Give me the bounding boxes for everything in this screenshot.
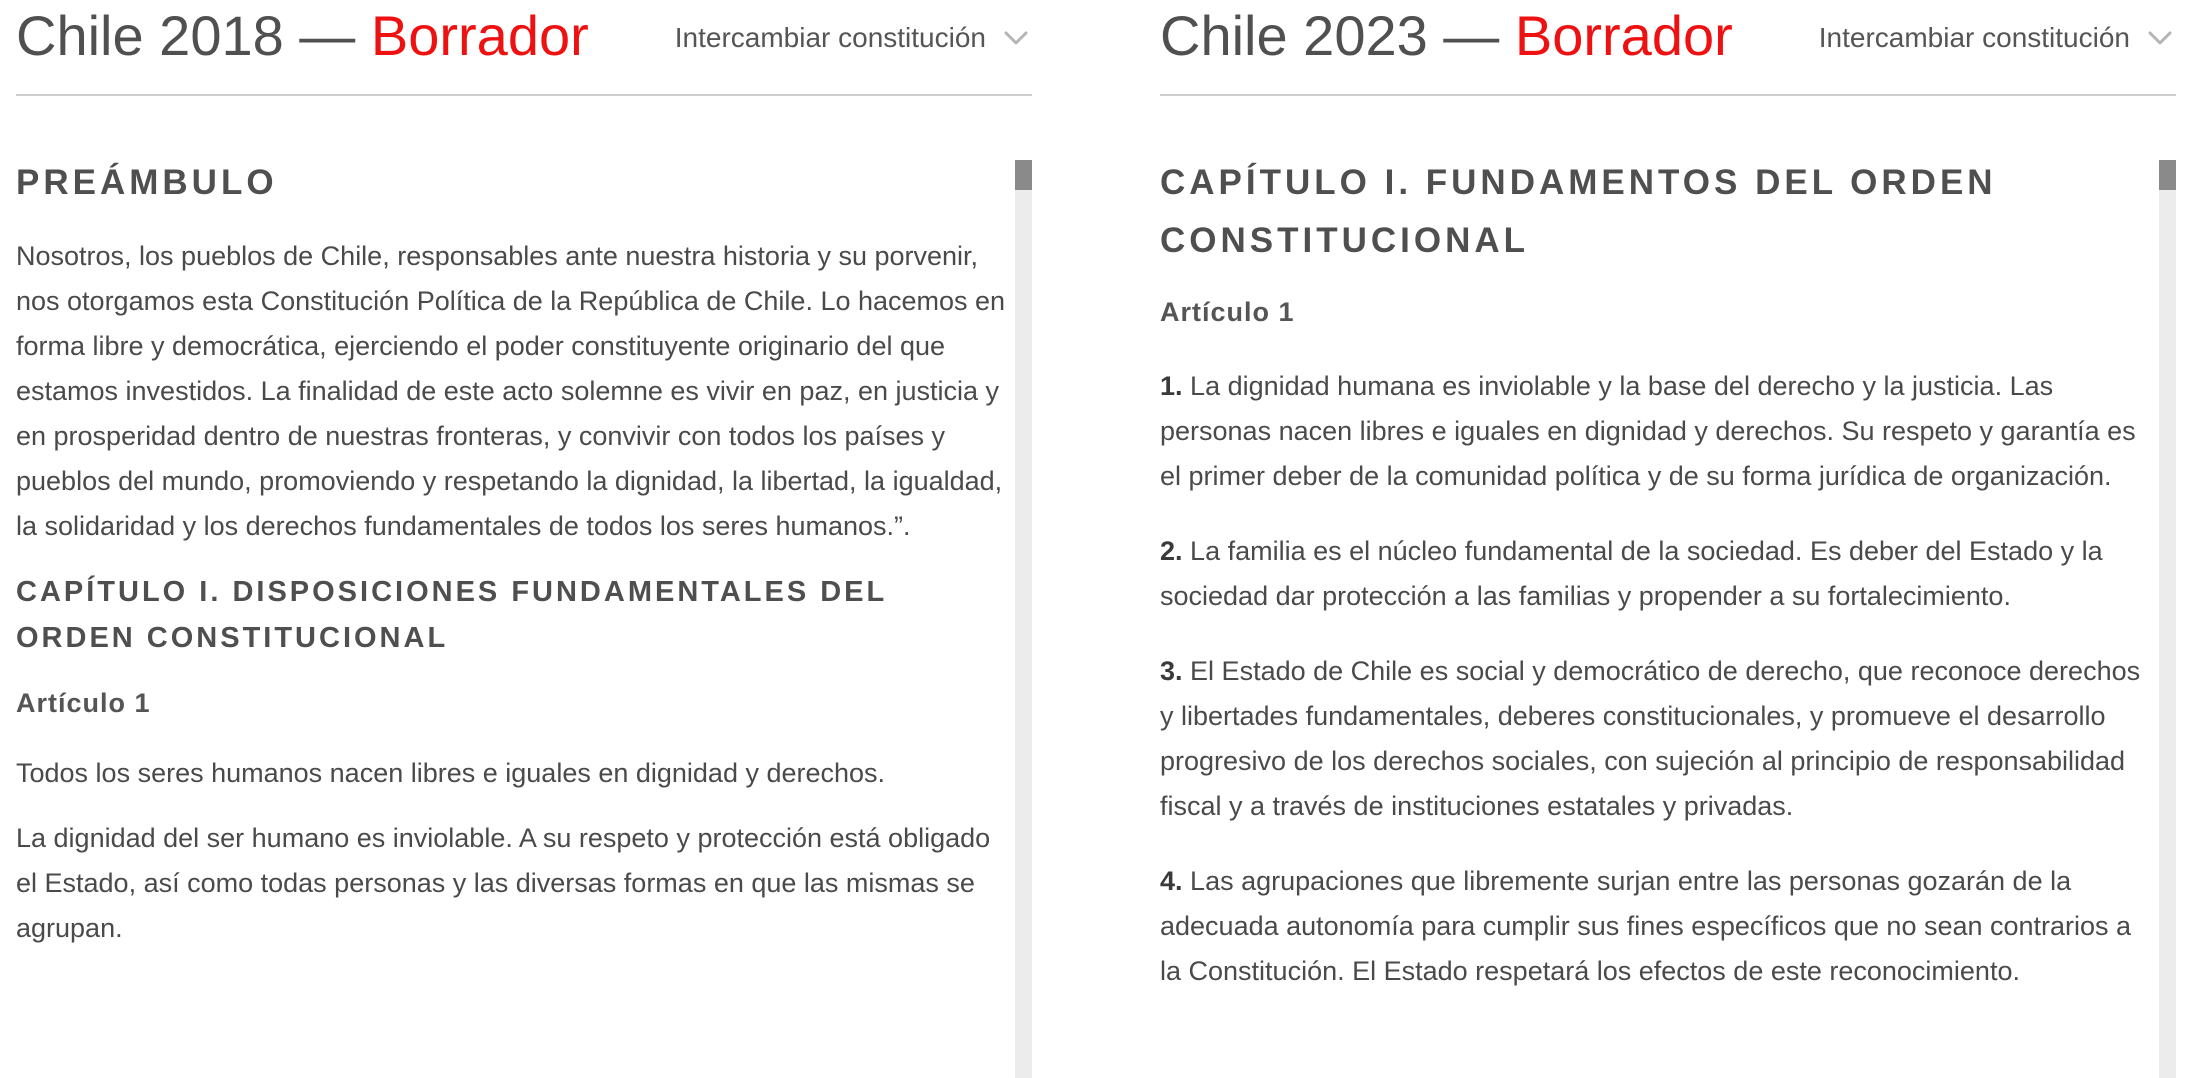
swap-constitution-dropdown[interactable] — [675, 18, 1032, 58]
document-content — [1160, 160, 2150, 994]
scrollbar-track[interactable] — [1015, 160, 1032, 1078]
paragraph-number: 2. — [1160, 536, 1183, 566]
paragraph-number: 1. — [1160, 371, 1183, 401]
paragraph-text: Las agrupaciones que libremente surjan entre las personas gozarán de la adecuada autonomía para cumplir sus fines específicos que no sean contrarios a la Constitución. El Estado respetará los efectos de este reconocimiento. — [1160, 866, 2132, 986]
document-scroll-area[interactable] — [1160, 160, 2176, 1078]
title-country-year: Chile 2018 — — [16, 4, 371, 67]
preamble-text: Nosotros, los pueblos de Chile, responsables ante nuestra historia y su porvenir, nos otorgamos esta Constitución Política de la República de Chile. Lo hacemos en forma libre y democrática, ejerciendo el poder constituyente originario del que estamos investidos. La finalidad de este acto solemne es vivir en paz, en justicia y en prosperidad dentro de nuestras fronteras, y convivir con todos los países y pueblos del mundo, promoviendo y respetando la dignidad, la libertad, la igualdad, la solidaridad y los derechos fundamentales de todos los seres humanos.”. — [16, 241, 1006, 541]
article-heading: Artículo 1 — [16, 688, 151, 718]
chevron-down-icon — [2144, 22, 2176, 54]
panel-header — [16, 0, 1032, 96]
chapter-heading: CAPÍTULO I. DISPOSICIONES FUNDAMENTALES DEL ORDEN CONSTITUCIONAL — [16, 576, 887, 654]
document-content — [16, 160, 1006, 951]
document-scroll-area[interactable] — [16, 160, 1032, 1078]
swap-constitution-label: Intercambiar constitución — [1818, 22, 2130, 53]
numbered-paragraph — [1160, 649, 2150, 829]
swap-constitution-label: Intercambiar constitución — [674, 22, 986, 53]
chapter-heading: CAPÍTULO I. FUNDAMENTOS DEL ORDEN CONSTITUCIONAL — [1160, 163, 1997, 260]
scrollbar-track[interactable] — [2159, 160, 2176, 1078]
numbered-paragraph — [1160, 859, 2150, 994]
constitution-panel-right — [1160, 0, 2176, 1078]
paragraph-text: El Estado de Chile es social y democrático de derecho, que reconoce derechos y libertades fundamentales, deberes constitucionales, y promueve el desarrollo progresivo de los derechos sociales, con sujeción al principio de responsabilidad fiscal y a través de instituciones estatales y privadas. — [1160, 656, 2141, 821]
panel-header — [1160, 0, 2176, 96]
scrollbar-thumb[interactable] — [2159, 160, 2176, 190]
article-heading: Artículo 1 — [1160, 297, 1295, 327]
article-paragraph: La dignidad del ser humano es inviolable. A su respeto y protección está obligado el Estado, así como todas personas y las diversas formas en que las mismas se agrupan. — [16, 823, 991, 943]
paragraph-text: La familia es el núcleo fundamental de la sociedad. Es deber del Estado y la sociedad dar protección a las familias y propender a su fortalecimiento. — [1160, 536, 2103, 611]
draft-label: Borrador — [1514, 4, 1733, 67]
chevron-down-icon — [1000, 22, 1032, 54]
article-paragraph: Todos los seres humanos nacen libres e iguales en dignidad y derechos. — [16, 758, 886, 788]
paragraph-text: La dignidad humana es inviolable y la base del derecho y la justicia. Las personas nacen libres e iguales en dignidad y derechos. Su respeto y garantía es el primer deber de la comunidad política y de su forma jurídica de organización. — [1160, 371, 2136, 491]
preamble-heading: PREÁMBULO — [16, 163, 278, 202]
paragraph-number: 4. — [1160, 866, 1183, 896]
title-country-year: Chile 2023 — — [1160, 4, 1515, 67]
paragraph-number: 3. — [1160, 656, 1183, 686]
scrollbar-thumb[interactable] — [1015, 160, 1032, 190]
numbered-paragraph — [1160, 529, 2150, 619]
constitution-panel-left — [16, 0, 1032, 1078]
swap-constitution-dropdown[interactable] — [1819, 18, 2176, 58]
panel-title — [16, 4, 589, 68]
numbered-paragraph — [1160, 364, 2150, 499]
draft-label: Borrador — [370, 4, 589, 67]
panel-title — [1160, 4, 1733, 68]
